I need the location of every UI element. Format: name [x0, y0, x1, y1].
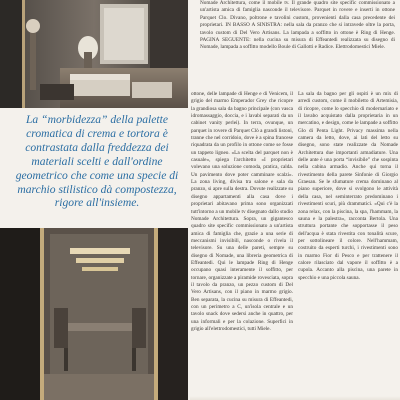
article-column-left — [191, 91, 293, 333]
article-text-left: ottone, delle lampade di Henge e di Venicem, il grigio del marmo Emperador Grey che ricopre la grandiosa sala da bagno principale (con vasca idromassaggio, doccia, e i lavabi separati da un cabinet vanity perlei). In terra, ovunque, un parquet in rovere di Parquet Clò a grandi listoni, tranne che nel corridoio, dove è a spina francese riquadrata da un profilo in ottone come se fosse un tappeto ligneo. «La scelta del parquet non è casuale», spiega l'architetto «I proprietari volevano una soluzione comoda, pratica, calda. Un pavimento dove poter camminare scalzi». La zona living, divisa tra salone e sala da pranzo, si apre sulla destra. Dovute realizzate su disegno appartamenti alla casa dove i proprietari abitavano prima sono organizzati tutt'intorno a un mobile tv disegnato dallo studio Nomade Architettura. Sopra, un gigantesco quadro site specific commissionato a un'artista amica di famiglia che, grazie a una serie di meccanismi invisibili, nasconde o rivela il televisore. Su una delle pareti, sempre su disegno di Nomade, una libreria geometrica di Effeantedi. Qui le lampade Ring di Henge occupano quasi interamente il soffitto, per tornare, organizzate a piramide rovesciata, sopra il tavolo da pranzo, un pezzo custom di Del Vero Artisans, con il piano in marmo grigio. Ben separata, la cucina su misura di Effeantedi, con un perimetro a C, un'isola centrale e un tavolo snack dove sedersi anche in quattro, per una informali e per la colazione. Superfici in grigio all'elettrodomestici, tutti Miele. — [191, 91, 293, 332]
article-text-right: La sala da bagno per gli ospiti è un mix di arredi custom, come il mobiletto di Artemisia, di ricopre, come lo specchio di modernariato e il lavabo acquistato dalla proprietaria in un mercatino, e design, come le lampade a soffitto Glo di Penta Light. Privacy massima nella camera da letto, dove, ai lati del letto su disegno, sono state realizzate da Nomade Architettura due importanti armadiature. Una delle ante è una porta “invisibile” che sospinta nella cabina armadio. Anche qui torna il rivestimento della parete Sinfonie di Giorgio Graesan. Se le sfumature crema dominano al piano superiore, dove si svolgono le attività della casa, nel seminterrato predominano i rivestimenti scuri, più drammatici. «Qui c'è la zona relax, con la piscina, la spa, l'hammam, la sauna e la palestra», racconta Bertola. Una struttura portante che sopportasse il peso dell'acqua è stata rivestita con tonalità scure, per sottolineare il colore. Nell'hammam, costruito da esperti turchi, i rivestimenti sono in marmo Fior di Pesco e per trattenere il calore rilasciato dal vapore il soffitto è a cupola. Accanto alla piscina, una parete in specchio e una piccola sauna. — [298, 91, 398, 281]
article-column-right — [298, 91, 398, 282]
dining-room-photo — [0, 228, 188, 400]
living-room-photo — [0, 0, 188, 108]
pullquote: La “morbidezza” della palette cromatica di crema e tortora è contrastata dalla freddezza dei materiali scelti e dall'ordine geometrico che come una specie di marchio stilistico dà compostezza, rigore all'insieme. — [15, 113, 179, 210]
page-bottom-edge — [190, 396, 400, 400]
photo-captions — [200, 0, 395, 52]
caption-text: Nomade Architettura, come il mobile tv. Il grande quadro site specific commissionato a un'artista amica di famiglia nasconde il televisore. Parquet in rovere e inserti in ottone Parquet Clo. Divano, poltrone e tavolini custom, provenienti dalla casa precedente dei proprietari. IN BASSO A SINISTRA: nella sala da pranzo che si intravede oltre la porta, tavolo custom di Del Vero Artisans. La lampada a soffitto in ottone è Ring di Henge. PAGINA SEGUENTE: nella cucina su misura di Effeantedi realizzata su disegno di Nomade, lampada a soffitto modello Boule di Gallotti e Radice. Elettrodomestici Miele. — [200, 0, 395, 51]
